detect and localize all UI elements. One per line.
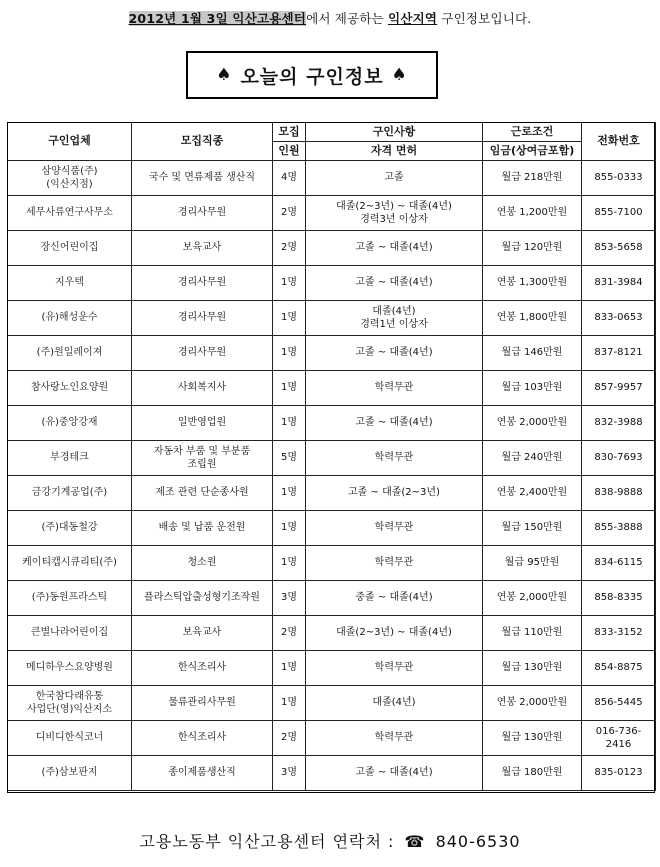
cell-wage: 월급 95만원 [483,546,582,581]
table-row [8,616,656,651]
table-row [8,301,656,336]
cell-company: 메디하우스요양병원 [8,651,132,686]
cell-qual: 학력무관 [306,546,483,581]
table-row [8,581,656,616]
cell-phone: 855-0333 [582,161,656,196]
cell-count: 4명 [273,161,306,196]
cell-job: 경리사무원 [132,196,273,231]
table-row [8,266,656,301]
table-row [8,196,656,231]
cell-wage: 월급 180만원 [483,756,582,791]
cell-job: 경리사무원 [132,266,273,301]
cell-qual: 고졸 ~ 대졸(4년) [306,231,483,266]
cell-count: 2명 [273,231,306,266]
cell-wage: 연봉 2,000만원 [483,581,582,616]
cell-job: 사회복지사 [132,371,273,406]
cell-phone: 857-9957 [582,371,656,406]
cell-job: 배송 및 납품 운전원 [132,511,273,546]
cell-company: (유)중앙강재 [8,406,132,441]
cell-count: 3명 [273,756,306,791]
header-company: 구인업체 [8,123,132,161]
title-box [186,51,438,99]
header-job: 모집직종 [132,123,273,161]
cell-job: 청소원 [132,546,273,581]
cell-job: 자동차 부품 및 부분품 조립원 [132,441,273,476]
cell-job: 종이제품생산직 [132,756,273,791]
cell-job: 플라스틱압출성형기조작원 [132,581,273,616]
cell-company: 큰별나라어린이집 [8,616,132,651]
telephone-icon: ☎ [404,832,426,851]
cell-count: 1명 [273,651,306,686]
cell-qual: 고졸 ~ 대졸(4년) [306,756,483,791]
cell-company: (주)원일레이져 [8,336,132,371]
cell-phone: 832-3988 [582,406,656,441]
cell-job: 경리사무원 [132,336,273,371]
header-cond-group: 근로조건 [483,123,582,142]
cell-company: 케이티캡시큐리티(주) [8,546,132,581]
cell-qual: 대졸(2~3년) ~ 대졸(4년) [306,616,483,651]
cell-qual: 대졸(4년) 경력1년 이상자 [306,301,483,336]
spade-icon: ♠ [391,65,408,85]
header-req-group: 구인사항 [306,123,483,142]
header-date-agency: 2012년 1월 3일 익산고용센터 [128,11,307,26]
cell-company: (주)대동철강 [8,511,132,546]
cell-company: 부경테크 [8,441,132,476]
table-row [8,441,656,476]
cell-phone: 858-8335 [582,581,656,616]
cell-company: 세무사류연구사무소 [8,196,132,231]
cell-qual: 학력무관 [306,721,483,756]
cell-count: 3명 [273,581,306,616]
cell-wage: 월급 130만원 [483,651,582,686]
cell-qual: 고졸 ~ 대졸(4년) [306,336,483,371]
cell-job: 일반영업원 [132,406,273,441]
cell-count: 2명 [273,721,306,756]
cell-job: 한식조리사 [132,651,273,686]
footer-phone: 840-6530 [435,832,521,851]
cell-count: 1명 [273,406,306,441]
cell-job: 보육교사 [132,616,273,651]
cell-job: 제조 관련 단순종사원 [132,476,273,511]
table-row [8,651,656,686]
cell-qual: 중졸 ~ 대졸(4년) [306,581,483,616]
cell-count: 1명 [273,301,306,336]
cell-count: 1명 [273,686,306,721]
cell-job: 보육교사 [132,231,273,266]
header-count-bottom: 인원 [273,142,306,161]
header-wage: 임금(상여금포함) [483,142,582,161]
cell-qual: 고졸 ~ 대졸(2~3년) [306,476,483,511]
cell-wage: 연봉 2,400만원 [483,476,582,511]
cell-phone: 016-736-2416 [582,721,656,756]
cell-count: 1명 [273,476,306,511]
table-row [8,476,656,511]
cell-wage: 연봉 2,000만원 [483,686,582,721]
job-table-body [8,161,656,791]
cell-wage: 연봉 1,300만원 [483,266,582,301]
header-phone: 전화번호 [582,123,656,161]
cell-wage: 월급 130만원 [483,721,582,756]
cell-qual: 학력무관 [306,441,483,476]
cell-phone: 830-7693 [582,441,656,476]
cell-wage: 월급 110만원 [483,616,582,651]
header-count-top: 모집 [273,123,306,142]
job-table [7,122,656,791]
cell-wage: 월급 103만원 [483,371,582,406]
cell-phone: 856-5445 [582,686,656,721]
cell-count: 5명 [273,441,306,476]
cell-count: 1명 [273,546,306,581]
cell-company: 장신어린이집 [8,231,132,266]
header-middle: 에서 제공하는 [306,11,389,26]
cell-job: 국수 및 면류제품 생산직 [132,161,273,196]
header-line [0,9,660,27]
cell-phone: 833-3152 [582,616,656,651]
cell-qual: 고졸 ~ 대졸(4년) [306,266,483,301]
cell-wage: 월급 218만원 [483,161,582,196]
cell-qual: 학력무관 [306,511,483,546]
table-row [8,686,656,721]
cell-count: 2명 [273,616,306,651]
cell-job: 한식조리사 [132,721,273,756]
cell-phone: 837-8121 [582,336,656,371]
cell-company: 지우텍 [8,266,132,301]
cell-count: 1명 [273,511,306,546]
header-suffix: 구인정보입니다. [437,11,532,26]
cell-job: 경리사무원 [132,301,273,336]
cell-company: 금강기계공업(주) [8,476,132,511]
cell-qual: 고졸 [306,161,483,196]
table-row [8,336,656,371]
cell-count: 1명 [273,336,306,371]
table-row [8,546,656,581]
header-qual: 자격 면허 [306,142,483,161]
table-row [8,756,656,791]
header-region: 익산지역 [388,11,438,26]
cell-company: 디비디한식코너 [8,721,132,756]
cell-count: 1명 [273,266,306,301]
cell-phone: 838-9888 [582,476,656,511]
cell-phone: 835-0123 [582,756,656,791]
cell-phone: 855-3888 [582,511,656,546]
table-row [8,721,656,756]
cell-count: 1명 [273,371,306,406]
cell-phone: 833-0653 [582,301,656,336]
cell-company: 참사랑노인요양원 [8,371,132,406]
page-title: 오늘의 구인정보 [240,65,384,88]
cell-qual: 학력무관 [306,371,483,406]
cell-phone: 853-5658 [582,231,656,266]
cell-company: (주)동원프라스틱 [8,581,132,616]
cell-wage: 연봉 2,000만원 [483,406,582,441]
cell-company: (주)삼보판지 [8,756,132,791]
cell-wage: 월급 120만원 [483,231,582,266]
spade-icon: ♠ [216,65,233,85]
cell-company: 삼양식품(주) (익산지점) [8,161,132,196]
table-row [8,406,656,441]
cell-phone: 855-7100 [582,196,656,231]
cell-wage: 연봉 1,800만원 [483,301,582,336]
cell-wage: 월급 146만원 [483,336,582,371]
cell-phone: 834-6115 [582,546,656,581]
cell-job: 물류관리사무원 [132,686,273,721]
footer-text: 고용노동부 익산고용센터 연락처 : [139,832,395,851]
cell-phone: 854-8875 [582,651,656,686]
cell-wage: 연봉 1,200만원 [483,196,582,231]
cell-qual: 대졸(2~3년) ~ 대졸(4년) 경력3년 이상자 [306,196,483,231]
cell-company: (유)해성운수 [8,301,132,336]
cell-wage: 월급 150만원 [483,511,582,546]
cell-count: 2명 [273,196,306,231]
cell-wage: 월급 240만원 [483,441,582,476]
table-row [8,511,656,546]
cell-qual: 대졸(4년) [306,686,483,721]
cell-qual: 학력무관 [306,651,483,686]
footer [0,829,660,852]
table-row [8,371,656,406]
cell-qual: 고졸 ~ 대졸(4년) [306,406,483,441]
cell-company: 한국참다래유통 사업단(영)익산지소 [8,686,132,721]
table-row [8,161,656,196]
table-row [8,231,656,266]
cell-phone: 831-3984 [582,266,656,301]
